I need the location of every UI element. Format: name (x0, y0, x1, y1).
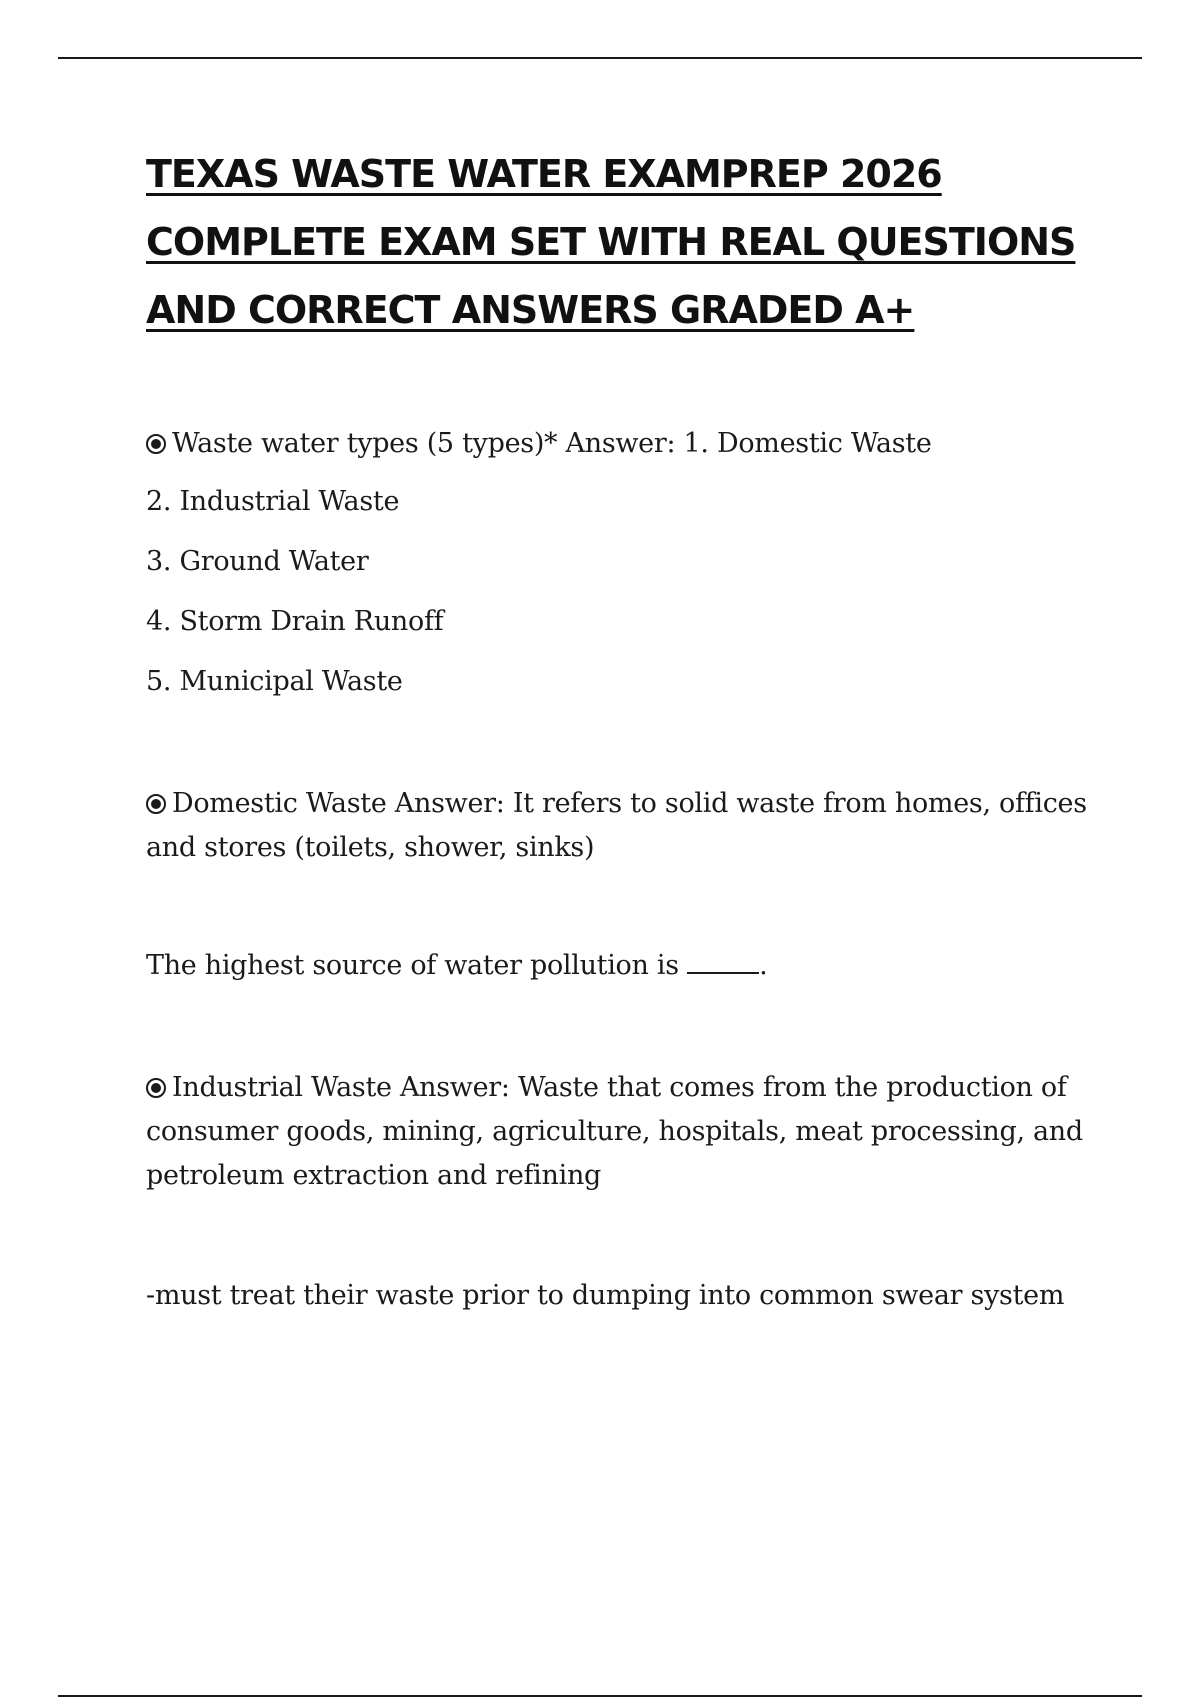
question-3-period: . (759, 950, 768, 981)
question-4-text: Industrial Waste Answer: Waste that comes from the production of consumer goods, mining, agriculture, hospitals, meat processing, and petroleum extraction and refining (146, 1072, 1083, 1191)
bottom-rule (58, 1695, 1142, 1697)
question-2-text: Domestic Waste Answer: It refers to solid waste from homes, offices and stores (toilets, shower, sinks) (146, 788, 1087, 863)
bullet-icon (146, 434, 166, 454)
document-title (146, 140, 1106, 344)
question-3-text: The highest source of water pollution is (146, 950, 688, 981)
bullet-icon (146, 794, 166, 814)
question-2 (146, 782, 1106, 870)
title-line-2: COMPLETE EXAM SET WITH REAL QUESTIONS (146, 220, 1076, 264)
title-line-3: AND CORRECT ANSWERS GRADED A+ (146, 288, 915, 332)
answer-item-4: 4. Storm Drain Runoff (146, 606, 444, 637)
answer-item-3: 3. Ground Water (146, 546, 369, 577)
answer-item-2: 2. Industrial Waste (146, 486, 400, 517)
answer-item-5: 5. Municipal Waste (146, 666, 403, 697)
question-1 (146, 422, 1106, 466)
bullet-icon (146, 1078, 166, 1098)
question-4 (146, 1066, 1106, 1198)
answer-blank (687, 948, 759, 974)
top-rule (58, 57, 1142, 59)
question-1-text: Waste water types (5 types)* Answer: 1. Domestic Waste (172, 428, 932, 459)
note-text: -must treat their waste prior to dumping into common swear system (146, 1280, 1065, 1311)
question-3 (146, 944, 1106, 988)
title-line-1: TEXAS WASTE WATER EXAMPREP 2026 (146, 152, 942, 196)
